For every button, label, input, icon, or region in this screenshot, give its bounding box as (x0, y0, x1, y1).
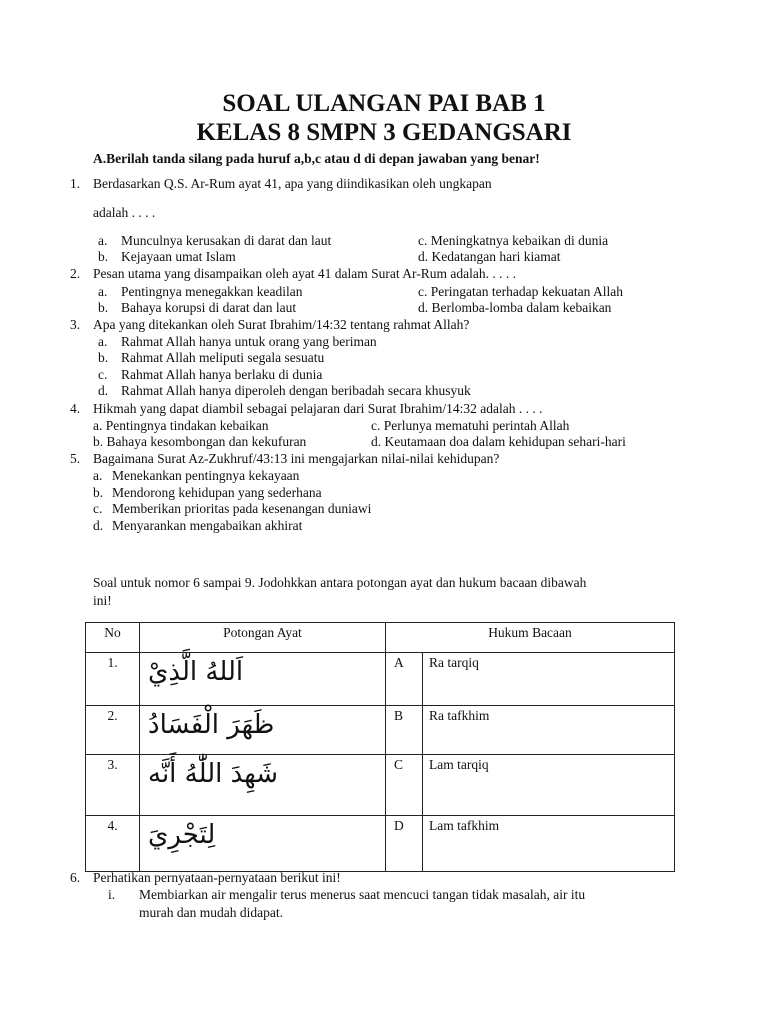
option-label: b. (98, 300, 109, 315)
row-number: 3. (107, 757, 118, 772)
table-row (86, 653, 675, 706)
question-text-continued: adalah . . . . (93, 205, 156, 220)
option-label: a. (93, 468, 103, 483)
option-label: a. (98, 284, 108, 299)
option-text: Rahmat Allah hanya untuk orang yang beriman (121, 334, 377, 349)
option-label: b. (98, 350, 109, 365)
option-text: Menekankan pentingnya kekayaan (112, 468, 300, 483)
column-header-ayat: Potongan Ayat (140, 623, 386, 653)
option-text: Munculnya kerusakan di darat dan laut (121, 233, 332, 248)
option-text: d. Kedatangan hari kiamat (418, 249, 561, 264)
question-text: Berdasarkan Q.S. Ar-Rum ayat 41, apa yang diindikasikan oleh ungkapan (93, 176, 492, 191)
option-text: d. Berlomba-lomba dalam kebaikan (418, 300, 612, 315)
table-row (86, 755, 675, 816)
ayat-fragment: شَهِدَ اللّٰهُ أَنَّه (148, 759, 279, 789)
question-number: 5. (70, 451, 81, 466)
hukum-bacaan: Lam tafkhim (429, 818, 500, 833)
option-text: Pentingnya menegakkan keadilan (121, 284, 303, 299)
statement-text: Membiarkan air mengalir terus menerus saat mencuci tangan tidak masalah, air itu (139, 887, 586, 902)
table-row (86, 706, 675, 755)
question-text: Hikmah yang dapat diambil sebagai pelajaran dari Surat Ibrahim/14:32 adalah . . . . (93, 401, 543, 416)
row-number: 2. (107, 708, 118, 723)
option-text: Memberikan prioritas pada kesenangan duniawi (112, 501, 372, 516)
option-text: b. Bahaya kesombongan dan kekufuran (93, 434, 307, 449)
option-text: d. Keutamaan doa dalam kehidupan sehari-hari (371, 434, 626, 449)
instruction-text: A.Berilah tanda silang pada huruf a,b,c atau d di depan jawaban yang benar! (93, 151, 540, 166)
option-label: b. (93, 485, 104, 500)
option-label: a. (98, 334, 108, 349)
option-text: c. Meningkatnya kebaikan di dunia (418, 233, 609, 248)
question-text: Perhatikan pernyataan-pernyataan berikut ini! (93, 870, 341, 885)
answer-letter: C (394, 757, 404, 772)
question-number: 1. (70, 176, 81, 191)
hukum-bacaan: Ra tarqiq (429, 655, 479, 670)
ayat-fragment: اَللهُ الَّذِيْ (148, 657, 244, 687)
row-number: 1. (107, 655, 118, 670)
option-label: c. (93, 501, 103, 516)
statement-label: i. (108, 887, 116, 902)
answer-letter: A (394, 655, 404, 670)
answer-letter: D (394, 818, 404, 833)
ayat-fragment: لِتَجْرِيَ (148, 820, 216, 850)
question-text: Apa yang ditekankan oleh Surat Ibrahim/14:32 tentang rahmat Allah? (93, 317, 470, 332)
question-number: 6. (70, 870, 81, 885)
page-title-line2: KELAS 8 SMPN 3 GEDANGSARI (196, 119, 572, 146)
option-label: a. (98, 233, 108, 248)
option-text: Kejayaan umat Islam (121, 249, 236, 264)
statement-text-continued: murah dan mudah didapat. (139, 905, 283, 920)
column-header-hukum: Hukum Bacaan (386, 623, 675, 653)
table-header-row (86, 623, 675, 653)
option-label: d. (93, 518, 104, 533)
page-title-line1: SOAL ULANGAN PAI BAB 1 (222, 90, 546, 117)
option-text: a. Pentingnya tindakan kebaikan (93, 418, 269, 433)
hukum-bacaan: Ra tafkhim (429, 708, 490, 723)
row-number: 4. (107, 818, 118, 833)
option-text: Rahmat Allah hanya diperoleh dengan beribadah secara khusyuk (121, 383, 471, 398)
option-text: Rahmat Allah hanya berlaku di dunia (121, 367, 323, 382)
matching-intro: Soal untuk nomor 6 sampai 9. Jodohkkan antara potongan ayat dan hukum bacaan dibawah (93, 575, 587, 590)
question-number: 4. (70, 401, 81, 416)
answer-letter: B (394, 708, 404, 723)
option-label: c. (98, 367, 108, 382)
table-row (86, 816, 675, 872)
option-text: Rahmat Allah meliputi segala sesuatu (121, 350, 325, 365)
option-label: d. (98, 383, 109, 398)
option-text: Mendorong kehidupan yang sederhana (112, 485, 322, 500)
matching-table (85, 622, 675, 872)
question-number: 2. (70, 266, 81, 281)
option-label: b. (98, 249, 109, 264)
matching-intro-continued: ini! (93, 593, 112, 608)
question-text: Pesan utama yang disampaikan oleh ayat 41 dalam Surat Ar-Rum adalah. . . . . (93, 266, 516, 281)
question-number: 3. (70, 317, 81, 332)
option-text: Bahaya korupsi di darat dan laut (121, 300, 297, 315)
column-header-no: No (86, 623, 140, 653)
question-text: Bagaimana Surat Az-Zukhruf/43:13 ini mengajarkan nilai-nilai kehidupan? (93, 451, 500, 466)
option-text: c. Peringatan terhadap kekuatan Allah (418, 284, 624, 299)
option-text: c. Perlunya mematuhi perintah Allah (371, 418, 570, 433)
ayat-fragment: ظَهَرَ الْفَسَادُ (148, 710, 275, 740)
hukum-bacaan: Lam tarqiq (429, 757, 489, 772)
option-text: Menyarankan mengabaikan akhirat (112, 518, 303, 533)
